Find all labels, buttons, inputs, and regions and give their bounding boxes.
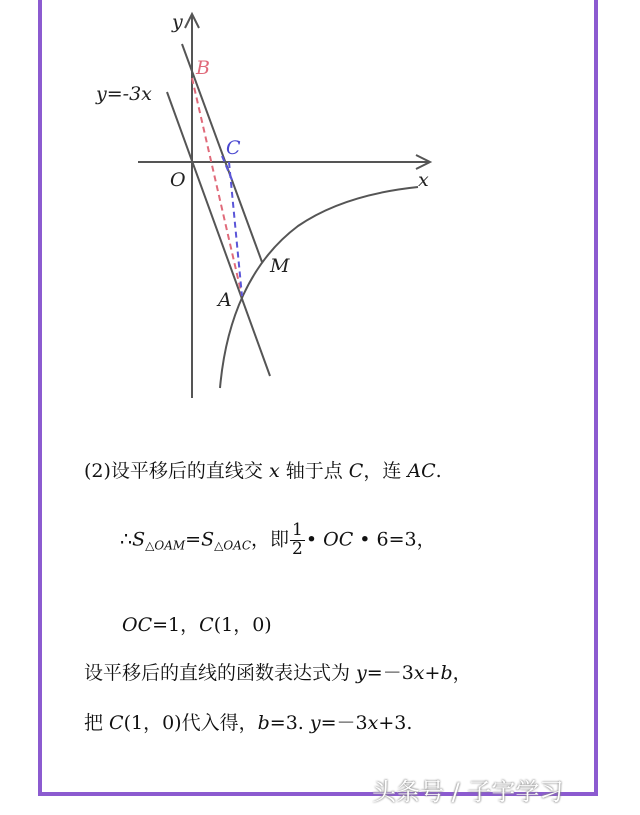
line-y-neg3x (167, 92, 270, 376)
hyperbola-curve (220, 187, 418, 388)
segment-ca (229, 162, 242, 296)
solution-line-2: $\therefore S_{\triangle OAM}=S_{\triangle OAC}$，即 $\frac{1}{2}$ • OC • 6=3， (120, 520, 436, 559)
line-translated (182, 44, 262, 262)
point-m-label: M (270, 255, 290, 277)
solution-line-4: 设平移后的直线的函数表达式为 y=－3x+b， (84, 662, 472, 684)
solution-line-5: 把 C(1，0)代入得，b=3. y=－3x+3. (84, 712, 413, 734)
y-axis-label: y (172, 11, 183, 33)
fraction-one-half: $\frac{1}{2}$ (292, 520, 303, 559)
x-axis-label: x (418, 169, 429, 191)
segment-ca-top (222, 156, 232, 180)
point-b-label: B (196, 57, 210, 79)
solution-line-1: (2)设平移后的直线交 x 轴于点 C，连 AC. (84, 460, 442, 482)
watermark: 头条号 / 子宇学习 (372, 778, 564, 806)
origin-label: O (170, 169, 186, 191)
point-c-label: C (226, 137, 241, 159)
point-a-label: A (218, 289, 232, 311)
line-equation-label: y=-3x (96, 83, 152, 105)
solution-line-3: OC=1，C(1，0) (122, 614, 272, 636)
